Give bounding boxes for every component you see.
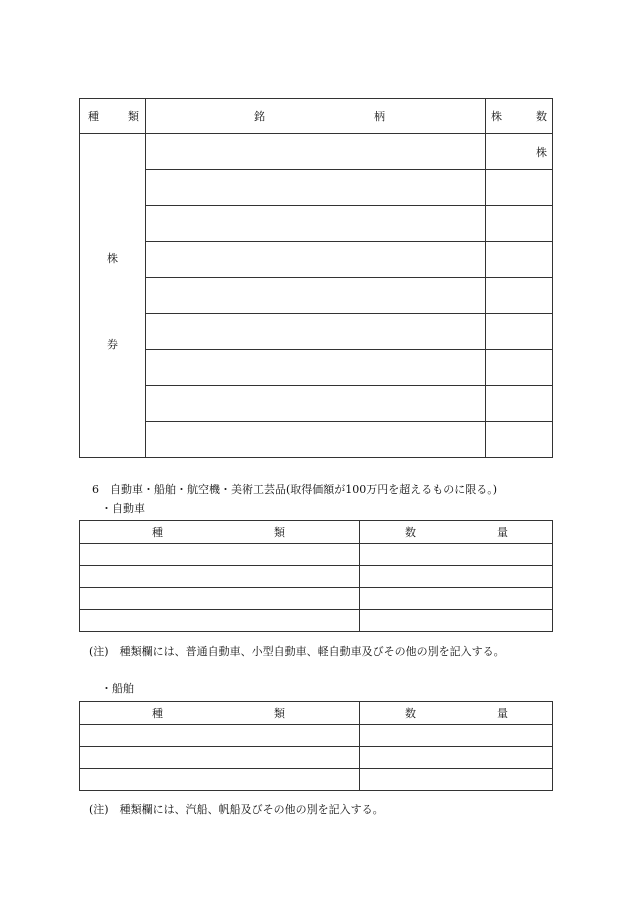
brand-header-char-2: 柄 [374,110,385,123]
count-cell[interactable] [486,422,553,458]
count-header-char-2: 数 [536,110,547,123]
quantity-header-char-2: 量 [497,707,508,720]
table-row [80,747,553,769]
table-row [80,566,553,588]
kind-cell[interactable] [80,566,360,588]
table-row [80,242,553,278]
count-header-char-1: 株 [491,110,502,123]
table-row [80,769,553,791]
kind-value-char-2: 券 [107,337,118,351]
ships-label: ・船舶 [101,682,134,695]
brand-cell[interactable] [146,422,486,458]
unit-label: 株 [536,146,547,159]
table-row [80,610,553,632]
quantity-header [360,702,553,725]
table-row [80,278,553,314]
quantity-cell[interactable] [360,544,553,566]
count-cell[interactable] [486,134,553,170]
quantity-header-char-2: 量 [497,526,508,539]
brand-cell[interactable] [146,350,486,386]
brand-cell[interactable] [146,278,486,314]
kind-cell[interactable] [80,725,360,747]
stocks-table [79,98,553,458]
table-row [80,422,553,458]
kind-header [80,702,360,725]
table-row [80,314,553,350]
brand-cell[interactable] [146,206,486,242]
vehicles-note: (注) 種類欄には、普通自動車、小型自動車、軽自動車及びその他の別を記入する。 [89,645,505,658]
quantity-header-char-1: 数 [405,707,416,720]
count-cell[interactable] [486,314,553,350]
table-row [80,134,553,170]
kind-header [80,99,146,134]
count-cell[interactable] [486,278,553,314]
stocks-header-row [80,99,553,134]
quantity-cell[interactable] [360,566,553,588]
count-cell[interactable] [486,386,553,422]
quantity-cell[interactable] [360,747,553,769]
brand-cell[interactable] [146,134,486,170]
kind-header-char-1: 種 [152,707,163,720]
vehicles-header-row [80,521,553,544]
table-row [80,170,553,206]
kind-cell [80,134,146,458]
vehicles-table [79,520,553,632]
quantity-header-char-1: 数 [405,526,416,539]
kind-cell[interactable] [80,747,360,769]
vehicles-label: ・自動車 [101,502,145,515]
ships-note: (注) 種類欄には、汽船、帆船及びその他の別を記入する。 [89,803,384,816]
quantity-header [360,521,553,544]
kind-header-char-2: 類 [274,707,285,720]
kind-header-char-2: 類 [128,110,139,123]
table-row [80,544,553,566]
kind-cell[interactable] [80,544,360,566]
ships-header-row [80,702,553,725]
brand-cell[interactable] [146,242,486,278]
table-row [80,588,553,610]
table-row [80,350,553,386]
brand-cell[interactable] [146,386,486,422]
brand-cell[interactable] [146,170,486,206]
table-row [80,206,553,242]
kind-cell[interactable] [80,610,360,632]
table-row [80,725,553,747]
quantity-cell[interactable] [360,610,553,632]
quantity-cell[interactable] [360,588,553,610]
ships-table [79,701,553,791]
count-cell[interactable] [486,206,553,242]
count-cell[interactable] [486,242,553,278]
brand-header-char-1: 銘 [254,110,265,123]
count-cell[interactable] [486,170,553,206]
section-6-title: 6 自動車・船舶・航空機・美術工芸品(取得価額が100万円を超えるものに限る。) [92,483,498,496]
brand-cell[interactable] [146,314,486,350]
kind-header [80,521,360,544]
kind-header-char-2: 類 [274,526,285,539]
quantity-cell[interactable] [360,725,553,747]
kind-header-char-1: 種 [152,526,163,539]
brand-header [146,99,486,134]
quantity-cell[interactable] [360,769,553,791]
count-cell[interactable] [486,350,553,386]
count-header [486,99,553,134]
table-row [80,386,553,422]
kind-cell[interactable] [80,588,360,610]
kind-value-char-1: 株 [107,251,118,265]
kind-header-char-1: 種 [88,110,99,123]
kind-cell[interactable] [80,769,360,791]
